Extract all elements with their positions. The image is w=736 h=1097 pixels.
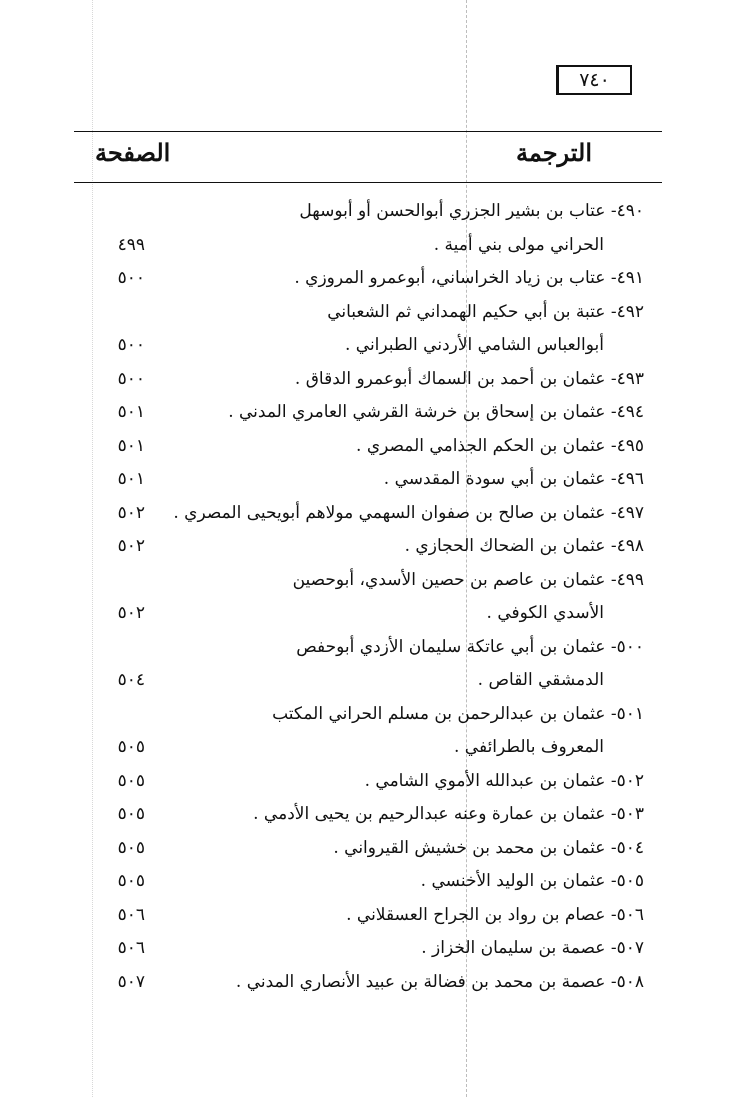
entry-page-number: ٥٠٦ <box>117 904 145 925</box>
entry-text: ٥٠٦- عصام بن رواد بن الجراح العسقلاني . <box>346 904 644 925</box>
entry-page-number: ٥٠٥ <box>117 770 145 791</box>
index-entry-row <box>95 969 644 1003</box>
entry-page-number: ٥٠٠ <box>117 268 145 288</box>
index-entry-row <box>95 734 644 768</box>
entry-text: ٥٠٢- عثمان بن عبدالله الأموي الشامي . <box>364 770 644 791</box>
entry-text: الحراني مولى بني أمية . <box>433 234 604 255</box>
entry-page-number: ٥٠١ <box>117 435 145 456</box>
index-entry-row <box>95 299 644 333</box>
index-entry-row <box>95 868 644 902</box>
index-entry-row <box>95 600 644 634</box>
index-entry-row <box>95 198 644 232</box>
entry-page-number: ٥٠٦ <box>117 938 145 958</box>
entry-page-number: ٥٠٥ <box>117 871 145 891</box>
entry-page-number: ٥٠٠ <box>117 335 145 355</box>
index-entry-row <box>95 902 644 936</box>
entry-page-number: ٥٠٧ <box>117 971 145 992</box>
entry-page-number: ٥٠٤ <box>117 670 145 690</box>
header-top-rule <box>74 131 662 132</box>
index-entry-row <box>95 466 644 500</box>
index-entries-list <box>95 198 644 1002</box>
entry-text: ٤٩٩- عثمان بن عاصم بن حصين الأسدي، أبوحصين <box>292 569 644 590</box>
index-entry-row <box>95 801 644 835</box>
page-fold-line-faint <box>92 0 93 1097</box>
index-entry-row <box>95 500 644 534</box>
entry-text: الأسدي الكوفي . <box>486 603 604 623</box>
entry-page-number: ٤٩٩ <box>117 234 145 255</box>
page-number: ٧٤٠ <box>556 65 632 95</box>
index-entry-row <box>95 265 644 299</box>
entry-text: ٤٩٠- عتاب بن بشير الجزري أبوالحسن أو أبوسهل <box>299 201 644 221</box>
entry-page-number: ٥٠٢ <box>117 502 145 523</box>
entry-text: ٥٠١- عثمان بن عبدالرحمن بن مسلم الحراني المكتب <box>272 703 644 724</box>
index-entry-row <box>95 533 644 567</box>
index-entry-row <box>95 768 644 802</box>
entry-page-number: ٥٠٥ <box>117 837 145 858</box>
header-bottom-rule <box>74 182 662 183</box>
entry-text: ٤٩٥- عثمان بن الحكم الجذامي المصري . <box>356 435 644 456</box>
entry-page-number: ٥٠٥ <box>117 804 145 824</box>
index-entry-row <box>95 701 644 735</box>
entry-text: ٤٩٤- عثمان بن إسحاق بن خرشة القرشي العامري المدني . <box>228 402 644 422</box>
entry-text: ٤٩٨- عثمان بن الضحاك الحجازي . <box>404 536 644 556</box>
entry-text: ٥٠٨- عصمة بن محمد بن فضالة بن عبيد الأنصاري المدني . <box>235 971 644 992</box>
entry-page-number: ٥٠٥ <box>117 737 145 757</box>
entry-text: ٤٩٢- عتبة بن أبي حكيم الهمداني ثم الشعباني <box>327 301 644 322</box>
entry-text: ٤٩٣- عثمان بن أحمد بن السماك أبوعمرو الدقاق . <box>294 368 644 389</box>
entry-page-number: ٥٠١ <box>117 469 145 489</box>
index-entry-row <box>95 366 644 400</box>
column-title-page: الصفحة <box>95 138 171 167</box>
entry-text: ٤٩٦- عثمان بن أبي سودة المقدسي . <box>383 469 644 489</box>
index-entry-row <box>95 399 644 433</box>
index-entry-row <box>95 433 644 467</box>
entry-text: ٥٠٥- عثمان بن الوليد الأخنسي . <box>420 871 644 891</box>
index-entry-row <box>95 634 644 668</box>
entry-page-number: ٥٠٢ <box>117 536 145 556</box>
index-entry-row <box>95 332 644 366</box>
entry-text: المعروف بالطرائفي . <box>454 737 604 757</box>
index-entry-row <box>95 835 644 869</box>
entry-text: الدمشقي القاص . <box>477 670 604 690</box>
entry-text: أبوالعباس الشامي الأردني الطبراني . <box>344 335 604 355</box>
index-entry-row <box>95 567 644 601</box>
index-entry-row <box>95 667 644 701</box>
entry-text: ٥٠٤- عثمان بن محمد بن خشيش القيرواني . <box>333 837 644 858</box>
entry-page-number: ٥٠٢ <box>117 603 145 623</box>
entry-text: ٤٩١- عتاب بن زياد الخراساني، أبوعمرو المروزي . <box>294 268 644 288</box>
index-entry-row <box>95 232 644 266</box>
entry-text: ٥٠٠- عثمان بن أبي عاتكة سليمان الأزدي أبوحفص <box>296 636 644 657</box>
entry-text: ٥٠٣- عثمان بن عمارة وعنه عبدالرحيم بن يحيى الأدمي . <box>253 804 644 824</box>
column-title-translation: الترجمة <box>515 138 592 167</box>
index-entry-row <box>95 935 644 969</box>
entry-text: ٥٠٧- عصمة بن سليمان الخزاز . <box>421 938 644 958</box>
entry-text: ٤٩٧- عثمان بن صالح بن صفوان السهمي مولاهم أبويحيى المصري . <box>173 502 644 523</box>
entry-page-number: ٥٠١ <box>117 402 145 422</box>
entry-page-number: ٥٠٠ <box>117 368 145 389</box>
